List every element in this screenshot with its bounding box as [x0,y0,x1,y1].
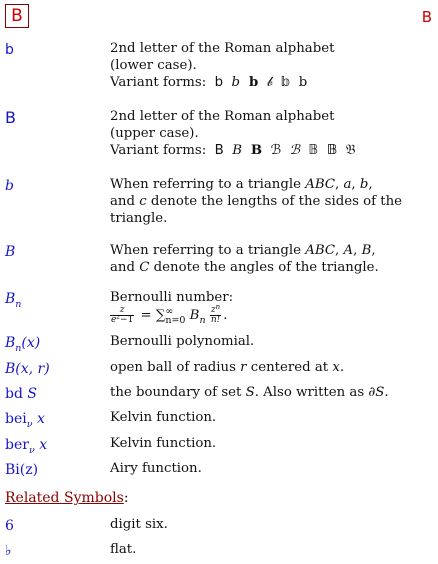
definition-bernoulli-polynomial: Bernoulli polynomial. [110,334,255,349]
definition-six: digit six. [110,517,168,532]
definition-airy: Airy function. [110,461,202,476]
variant-forms-lower: Variant forms: b b b 𝒷 𝕓 b [110,75,308,90]
symbol-b-italic: b [5,178,14,194]
definition-open-ball: open ball of radius r centered at x. [110,360,345,375]
bernoulli-formula: $\frac{z}{e^z-1}$ = $\sum^\infty_{n=0}$ $B_n$ $\frac{z^n}{n!}$ . [111,303,228,326]
definition-B-triangle: When referring to a triangle ABC, A, B, and C denote the angles of the triangle. [110,243,379,275]
symbol-Bn: $B_n$ [5,291,22,310]
symbol-six[interactable]: 6 [5,518,14,534]
definition-b-upper: 2nd letter of the Roman alphabet (upper case). Variant forms: B B B ℬ ℬ 𝔹 𝔹 𝔅 [110,108,432,159]
symbol-Bi-z: Bi(z) [5,462,39,478]
symbol-bei: bei$_\nu$ x [5,411,45,430]
definition-bei: Kelvin function. [110,410,217,425]
symbol-B-italic: B [5,244,16,260]
definition-ber: Kelvin function. [110,436,217,451]
letter-box [5,4,29,28]
related-symbols-heading: Related Symbols: [5,490,129,506]
symbol-b-lower: b [5,42,14,58]
definition-boundary: the boundary of set S. Also written as ∂S. [110,385,389,400]
definition-b-triangle: When referring to a triangle ABC, a, b, and c denote the lengths of the sides of the triangle. [110,177,403,226]
symbol-flat[interactable]: ♭ [5,543,12,559]
symbol-b-upper: B [5,108,16,127]
variant-forms-upper: Variant forms: B B B ℬ ℬ 𝔹 𝔹 𝔅 [110,143,356,158]
symbol-Bn-x: $B_n(x)$ [5,335,41,354]
related-symbols-link[interactable]: Related Symbols [5,490,124,506]
letter-box-label: B [11,5,23,26]
definition-flat: flat. [110,542,137,557]
symbol-bd-S: bd S [5,386,37,402]
definition-bernoulli-number: Bernoulli number: $\frac{z}{e^z-1}$ = $\sum^\infty_{n=0}$ $B_n$ $\frac{z^n}{n!}$ . [110,289,432,325]
symbol-B-x-r: B(x, r) [5,361,50,377]
symbol-ber: ber$_\nu$ x [5,437,48,456]
definition-b-lower: 2nd letter of the Roman alphabet (lower case). Variant forms: b b b 𝒷 𝕓 b [110,40,432,91]
letter-index-right: B [421,8,432,26]
